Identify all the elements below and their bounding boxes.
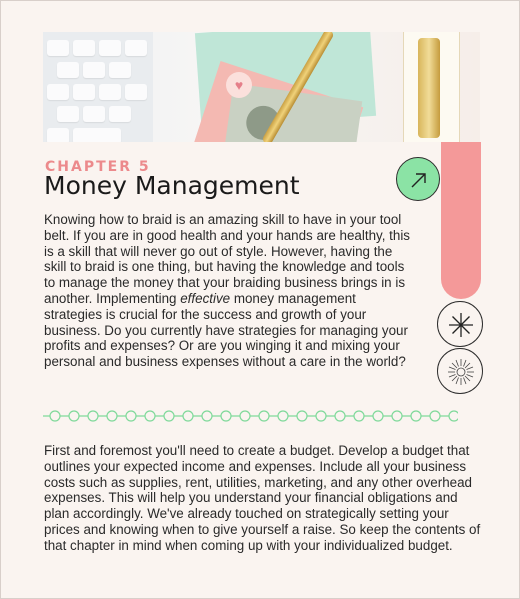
keyboard-image [43,32,153,142]
heart-icon: ♥ [226,72,252,98]
header-photo [43,32,480,142]
page-title: Money Management [44,171,300,200]
budget-paragraph: First and foremost you'll need to create a budget. Develop a budget that outlines your expected income and expenses. Include all your business costs such as supplies, rent, utilities, marketing, and any other overhead expenses. This will help you understand your financial obligations and plan accordingly. We've already touched on strategically setting your prices and knowing when to give yourself a raise. So keep the contents of that chapter in mind when coming up with your individualized budget. [44,443,481,553]
decorative-pink-bar [441,142,481,299]
stapler-image [403,32,460,142]
intro-paragraph [44,212,414,370]
intro-paragraph-text: Knowing how to braid is an amazing skill to have in your tool belt. If you are in good health and your hands are healthy, this is a skill that will never go out of style. However, having the skill to braid is one thing, but having the knowledge and tools to manage the money that your braiding business brings in is another. Implementing [44,212,411,306]
chain-divider [43,409,458,423]
arrow-up-right-icon [396,157,440,201]
chapter-label: CHAPTER 5 [45,159,151,175]
emphasis-text: effective [180,290,231,306]
intro-paragraph-text-cont: money management strategies is crucial for the success and growth of your business. Do you currently have strategies for managing your profits and expenses? Or are you winging it and mixing your personal and business expenses without a care in the world? [44,290,408,370]
asterisk-icon [437,301,483,347]
sunburst-icon [437,348,483,394]
